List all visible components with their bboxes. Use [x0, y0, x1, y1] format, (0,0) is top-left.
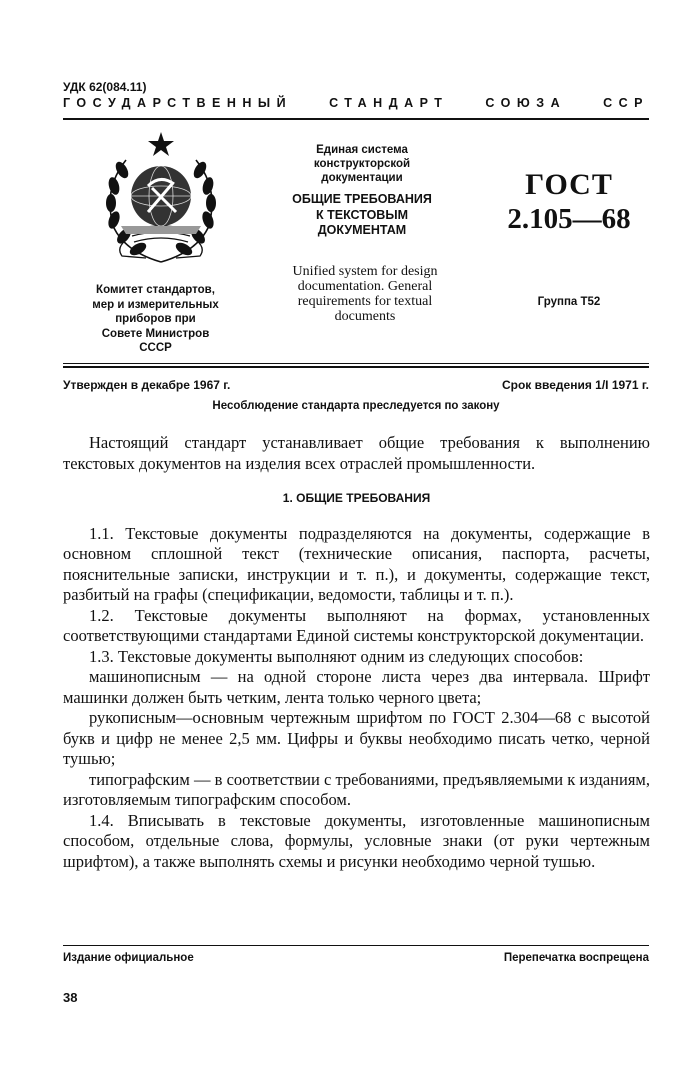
committee-line: СССР — [139, 342, 172, 354]
english-line: Unified system for design — [292, 264, 438, 279]
header-word: ГОСУДАРСТВЕННЫЙ — [63, 96, 293, 110]
intro-paragraph: Настоящий стандарт устанавливает общие требования к выполнению текстовых документов на изделия всех отраслей промышленности. — [63, 433, 650, 473]
clause-1-4: 1.4. Вписывать в текстовые документы, изготовленные машинописным способом, отдельные слова, формулы, условные знаки (от руки чертежным шрифтом), а также выполнять схемы и рисунки необходимо черной тушью. — [63, 810, 650, 871]
committee-line: приборов при — [115, 313, 196, 325]
gost-label: ГОСТ — [525, 168, 613, 201]
clause-1-2: 1.2. Текстовые документы выполняют на формах, установленных соответствующими стандартами Единой системы конструкторской документации. — [63, 605, 650, 645]
method-printed: типографским — в соответствии с требованиями, предъявляемыми к изданиям, изготовляемым типографским способом. — [63, 769, 650, 809]
group-code: Группа Т52 — [537, 296, 601, 308]
system-name — [262, 143, 462, 185]
committee-line: Комитет стандартов, — [96, 284, 215, 296]
document-body — [63, 433, 650, 872]
title-line: К ТЕКСТОВЫМ — [316, 207, 408, 222]
system-line: конструкторской — [313, 158, 411, 170]
reprint-notice: Перепечатка воспрещена — [503, 952, 649, 964]
legal-warning: Несоблюдение стандарта преследуется по закону — [212, 400, 500, 412]
english-line: documentation. General — [297, 279, 433, 294]
title-divider — [63, 363, 649, 364]
header-word: СОЮЗА — [485, 96, 567, 110]
header-divider — [63, 118, 649, 120]
standard-title-block — [262, 143, 462, 239]
english-line: requirements for textual — [297, 294, 433, 309]
ussr-state-emblem-icon — [86, 130, 236, 270]
header-word: СТАНДАРТ — [329, 96, 449, 110]
committee-line: Совете Министров — [101, 327, 210, 340]
gost-number: 2.105—68 — [507, 203, 631, 235]
english-line: documents — [334, 309, 396, 324]
gost-designation — [488, 168, 650, 236]
clause-1-1: 1.1. Текстовые документы подразделяются на документы, содержащие в основном сплошной текст (технические описания, паспорта, расчеты, пояснительные записки, инструкции и т. п.), и документы, содержащие текст, разбитый на графы (спецификации, ведомости, таблицы и т. п.). — [63, 523, 650, 604]
udk-code: УДК 62(084.11) — [63, 80, 147, 94]
english-title — [270, 264, 460, 324]
system-line: Единая система — [316, 144, 408, 156]
section-heading: 1. ОБЩИЕ ТРЕБОВАНИЯ — [282, 491, 431, 505]
page-number: 38 — [63, 990, 78, 1005]
method-typewritten: машинописным — на одной стороне листа через два интервала. Шрифт машинки должен быть четким, лента только черного цвета; — [63, 667, 650, 707]
official-edition: Издание официальное — [63, 952, 194, 964]
standard-header-title — [63, 96, 649, 110]
title-divider-thick — [63, 366, 649, 368]
clause-1-3: 1.3. Текстовые документы выполняют одним из следующих способов: — [89, 646, 584, 666]
document-title — [262, 192, 462, 239]
effective-date: Срок введения 1/I 1971 г. — [501, 378, 649, 392]
approved-date: Утвержден в декабре 1967 г. — [63, 378, 231, 392]
title-line: ОБЩИЕ ТРЕБОВАНИЯ — [292, 192, 432, 206]
method-handwritten: рукописным—основным чертежным шрифтом по ГОСТ 2.304—68 с высотой букв и цифр не менее 2,5 мм. Цифры и буквы необходимо писать четко, черной тушью; — [63, 708, 650, 768]
header-word: ССР — [603, 96, 649, 110]
footer-divider — [63, 945, 649, 946]
committee-line: мер и измерительных — [92, 298, 219, 311]
title-line: ДОКУМЕНТАМ — [317, 223, 407, 237]
committee-name — [63, 283, 248, 356]
system-line: документации — [321, 172, 403, 184]
